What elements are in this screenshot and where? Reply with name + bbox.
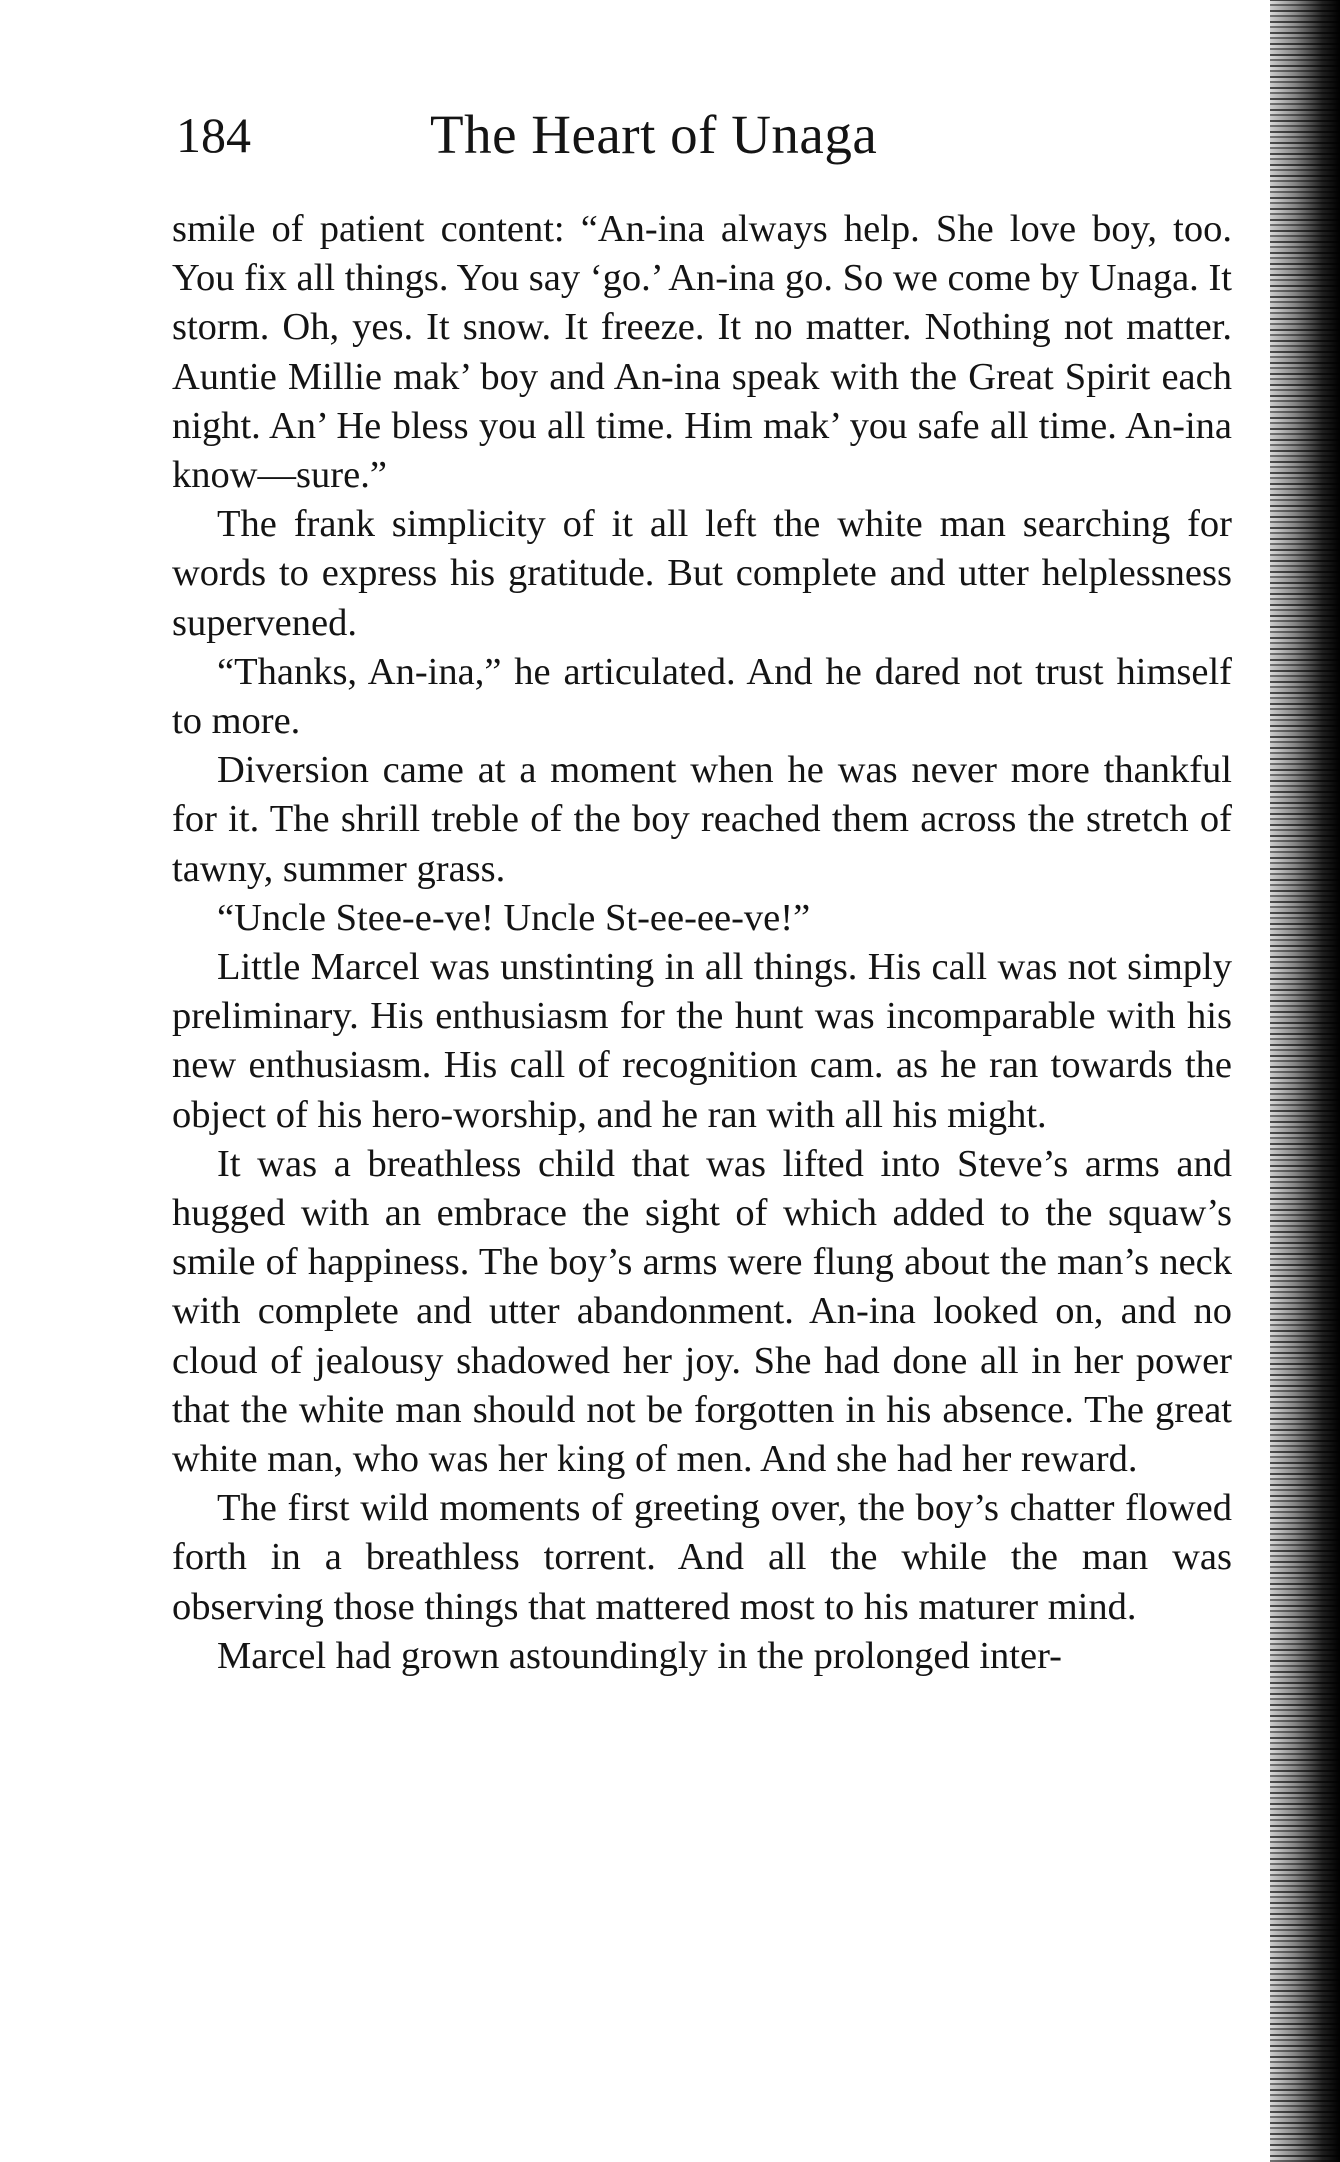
paragraph-1: smile of patient content: “An-ina always help. She love boy, too. You fix all things. You say ‘go.’ An-ina go. So we come by Unaga. It storm. Oh, yes. It snow. It freeze. It no matter. Nothing not matter. Auntie Millie mak’ boy and An-ina speak with the Great Spirit each night. An’ He bless you all time. Him mak’ you safe all time. An-ina know—sure.” [172, 208, 1232, 497]
page-header [0, 95, 1270, 175]
paragraph-8: The first wild moments of greeting over, the boy’s chatter flowed forth in a breathless torrent. And all the while the man was observing those things that mattered most to his maturer mind. [172, 1487, 1232, 1628]
paragraph-2: The frank simplicity of it all left the white man searching for words to express his gratitude. But complete and utter helplessness supervened. [172, 503, 1232, 644]
paragraph-3: “Thanks, An-ina,” he articulated. And he dared not trust himself to more. [172, 650, 1232, 743]
paragraph-5: “Uncle Stee-e-ve! Uncle St-ee-ee-ve!” [217, 896, 811, 939]
paragraph-6: Little Marcel was unstinting in all things. His call was not simply preliminary. His enthusiasm for the hunt was incomparable with his new enthusiasm. His call of recognition cam. as he ran towards the object of his hero-worship, and he ran with all his might. [172, 946, 1232, 1136]
body-text [172, 205, 1232, 1681]
paragraph-4: Diversion came at a moment when he was never more thankful for it. The shrill treble of the boy reached them across the stretch of tawny, summer grass. [172, 749, 1232, 890]
paragraph-9: Marcel had grown astoundingly in the prolonged inter- [217, 1634, 1062, 1677]
page-number: 184 [176, 107, 251, 163]
page-edge-shadow [1270, 0, 1340, 2162]
running-title: The Heart of Unaga [430, 104, 878, 165]
paragraph-7: It was a breathless child that was lifted into Steve’s arms and hugged with an embrace the sight of which added to the squaw’s smile of happiness. The boy’s arms were flung about the man’s neck with complete and utter abandonment. An-ina looked on, and no cloud of jealousy shadowed her joy. She had done all in her power that the white man should not be forgotten in his absence. The great white man, who was her king of men. And she had her reward. [172, 1142, 1232, 1481]
